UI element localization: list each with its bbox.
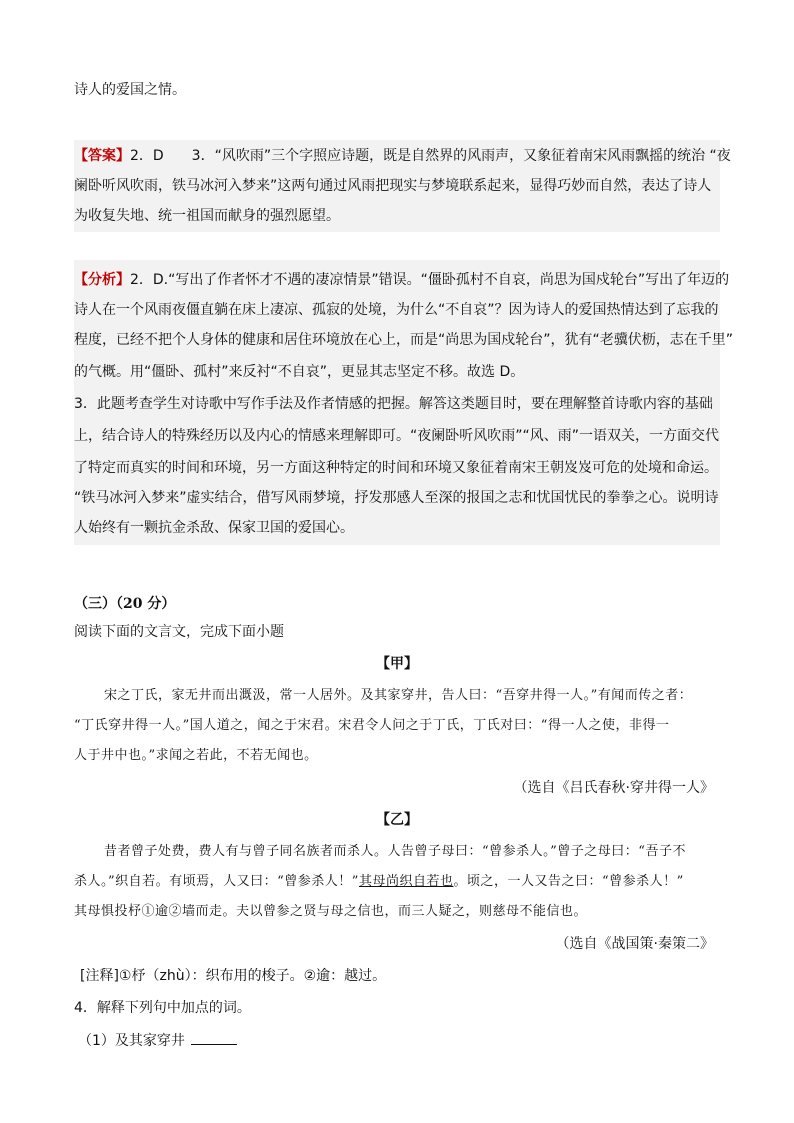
answer-tag: 【答案】 xyxy=(74,148,130,164)
answer-line-2: 阑卧听风吹雨，铁马冰河入梦来”这两句通过风雨把现实与梦境联系起来，显得巧妙而自然，表达了诗人 xyxy=(74,178,712,194)
yi-line-1: 昔者曾子处费，费人有与曾子同名族者而杀人。人告曾子母曰：“曾参杀人。”曾子之母曰：“吾子不 xyxy=(104,844,686,859)
yi-line-3: 其母惧投杼①逾②墙而走。夫以曾参之贤与母之信也，而三人疑之，则慈母不能信也。 xyxy=(74,904,588,919)
jia-source: （选自《吕氏春秋·穿井得一人》 xyxy=(513,780,714,796)
analysis-line-7: 了特定而真实的时间和环境，另一方面这种特定的时间和环境又象征着南宋王朝岌岌可危的处境和命运。 xyxy=(74,460,718,476)
answer-line-3: 为收复失地、统一祖国而献身的强烈愿望。 xyxy=(74,208,340,224)
answer-text: 2．D 3．“风吹雨”三个字照应诗题，既是自然界的风雨声，又象征着南宋风雨飘摇的统治 “夜 xyxy=(130,148,731,164)
analysis-line-9: 人始终有一颗抗金杀敌、保家卫国的爱国心。 xyxy=(74,520,354,536)
yi-line-2-a: 杀人。”织自若。有顷焉，人又曰：“曾参杀人！” xyxy=(74,874,359,889)
answer-line-1 xyxy=(74,146,731,166)
analysis-line-4: 的气概。用“僵卧、孤村”来反衬“不自哀”，更显其志坚定不移。故选 D。 xyxy=(74,364,525,380)
jia-title: 【甲】 xyxy=(376,656,418,672)
analysis-line-2: 诗人在一个风雨夜僵直躺在床上凄凉、孤寂的处境，为什么“不自哀”？因为诗人的爱国热情达到了忘我的 xyxy=(74,302,719,318)
section-heading: （三）（20 分） xyxy=(74,596,176,612)
jia-line-1: 宋之丁氏，家无井而出溉汲，常一人居外。及其家穿井，告人曰：“吾穿井得一人。”有闻而传之者： xyxy=(104,688,693,703)
analysis-line-3: 程度，已经不把个人身体的健康和居住环境放在心上，而是“尚思为国戍轮台”，犹有“老骥伏枥，志在千里” xyxy=(74,332,734,348)
yi-title: 【乙】 xyxy=(376,812,418,828)
analysis-line-5: 3．此题考查学生对诗歌中写作手法及作者情感的把握。解答这类题目时，要在理解整首诗歌内容的基础 xyxy=(74,396,713,412)
answer-blank[interactable] xyxy=(191,1030,237,1045)
yi-line-2-b: 。顷之，一人又告之曰：“曾参杀人！” xyxy=(453,874,684,889)
jia-line-3: 人于井中也。”求闻之若此，不若无闻也。 xyxy=(74,748,318,763)
analysis-text: 2．D.“写出了作者怀才不遇的凄凉情景”错误。“僵卧孤村不自哀，尚思为国戍轮台”写出了年迈的 xyxy=(130,272,730,288)
notes: [注释]①杼（zhù）：织布用的梭子。②逾：越过。 xyxy=(80,968,387,984)
yi-underlined-sentence: 其母尚织自若也 xyxy=(358,874,454,889)
yi-line-2 xyxy=(74,872,684,892)
question-4-item-1-text: （1）及其家穿井 xyxy=(78,1033,185,1049)
analysis-line-6: 上，结合诗人的特殊经历以及内心的情感来理解即可。“夜阑卧听风吹雨”“风、雨”一语双关，一方面交代 xyxy=(74,428,720,444)
intro-tail-text: 诗人的爱国之情。 xyxy=(74,82,186,98)
analysis-line-1 xyxy=(74,270,729,290)
question-4: 4．解释下列句中加点的词。 xyxy=(74,1000,251,1016)
analysis-tag: 【分析】 xyxy=(74,272,130,288)
section-instruction: 阅读下面的文言文，完成下面小题 xyxy=(74,624,284,640)
question-4-item-1 xyxy=(78,1030,237,1051)
analysis-line-8: “铁马冰河入梦来”虚实结合，借写风雨梦境，抒发那感人至深的报国之志和忧国忧民的拳拳之心。说明诗 xyxy=(74,490,719,506)
jia-line-2: “丁氏穿井得一人。”国人道之，闻之于宋君。宋君令人问之于丁氏，丁氏对曰：“得一人之使，非得一 xyxy=(74,718,670,733)
yi-source: （选自《战国策·秦策二》 xyxy=(555,936,714,952)
